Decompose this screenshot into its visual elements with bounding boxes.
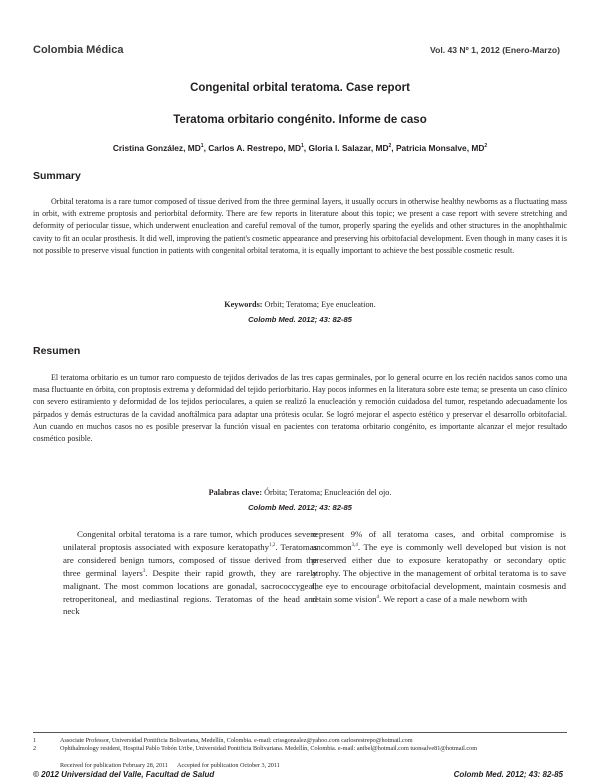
footnote-text: Ophthalmology resident, Hospital Pablo Tobón Uribe, Universidad Pontificia Bolivariana. Medellín, Colombia. e-mail: anibel@hotmail.com tuonsalve81@hotmail.com (60, 745, 478, 752)
keywords-line (0, 300, 600, 309)
summary-citation: Colomb Med. 2012; 43: 82-85 (248, 315, 352, 324)
palabras-clave-label: Palabras clave: (208, 488, 263, 497)
body-column-left (63, 528, 317, 618)
body-text: . We report a case of a male newborn with (379, 593, 528, 604)
publication-dates (60, 762, 280, 769)
author-affiliation: 2 (388, 143, 392, 150)
footer-citation: Colomb Med. 2012; 43: 82-85 (453, 770, 563, 779)
author-name: Carlos A. Restrepo, MD (208, 143, 301, 153)
author-list: Cristina González, $MD^1$, Carlos A. Restrepo, $MD^1$, Gloria I. Salazar, $MD^2$, Patricia Monsalve, $MD^2$ (112, 143, 488, 153)
body-text: . The eye is commonly well developed but vision is not preserved either due to exposure keratopathy or secondary optic atrophy. The objective in the management of orbital teratoma is to save the eye to encourage orbitofacial development, maintain cosmesis and retain some vision (312, 541, 566, 604)
footnote-number: 1 (33, 737, 37, 744)
footer-copyright: © 2012 Universidad del Valle, Facultad de Salud (33, 770, 215, 779)
body-text: . Teratomas are considered benign tumors, composed of tissue derived from the three germinal layers (63, 541, 318, 578)
footnote-number: 2 (33, 745, 37, 752)
title-spanish: Teratoma orbitario congénito. Informe de caso (173, 114, 427, 126)
resumen-heading: Resumen (33, 345, 81, 357)
keywords-value: Orbit; Teratoma; Eye enucleation. (264, 300, 376, 309)
resumen-citation: Colomb Med. 2012; 43: 82-85 (248, 503, 352, 512)
reference-mark: 3 (142, 568, 146, 574)
footnote-text: Associate Professor, Universidad Pontificia Bolivariana, Medellín, Colombia. e-mail: crissgonzalez@yahoo.com carlosrestrepo@hotmail.com (60, 737, 413, 744)
received-date: Received for publication February 28, 2011 (60, 762, 169, 769)
body-column-right (312, 528, 566, 605)
author-affiliation: 1 (301, 143, 304, 150)
journal-name: Colombia Médica (33, 44, 124, 56)
reference-mark: 1,2 (269, 542, 276, 548)
body-text: represent 9% of all teratoma cases, and orbital compromise is uncommon (312, 529, 566, 552)
keywords-label: Keywords: (224, 300, 263, 309)
body-text: Congenital orbital teratoma is a rare tumor, which produces severe unilateral proptosis associated with exposure keratopathy (63, 529, 317, 552)
author-affiliation: 1 (200, 143, 204, 150)
accepted-date: Accepted for publication October 3, 2011 (176, 762, 280, 769)
summary-heading: Summary (33, 170, 81, 182)
body-text: . Despite their rapid growth, they are rarely malignant. The most common locations are gonadal, sacrococcygeal, retroperitoneal, and mediastinal regions. Teratomas of the head and neck (63, 567, 317, 617)
journal-volume: Vol. 43 Nº 1, 2012 (Enero-Marzo) (429, 45, 560, 55)
author-name: Cristina González, MD (112, 143, 201, 153)
author-affiliation: 2 (484, 143, 488, 150)
resumen-text: El teratoma orbitario es un tumor raro compuesto de tejidos derivados de las tres capas germinales, por lo general ocurre en los recién nacidos sanos como una masa fluctuante en órbita, con proptosis extrema y deformidad del tejido periorbitario. Hay pocos informes en la literatura sobre este tema; se presenta un caso clínico con severo estiramiento y deformidad de los tejidos perioculares, a quien se realizó la enucleación y remoción cuidadosa del tumor, respetando adecuadamente los párpados y demás estructuras de la cavidad anoftálmica para adaptar una prótesis ocular. Se logró mejorar el aspecto estético y preservar el desarrollo orbitofacial. Aun cuando en muchos casos no es posible preservar la función visual en pacientes con teratoma orbitario congénito, es importante alcanzar el mejor resultado cosmético posible. (33, 373, 567, 444)
palabras-clave-line (0, 488, 600, 497)
author-name: Gloria I. Salazar, MD (308, 143, 389, 153)
author-name: Patricia Monsalve, MD (395, 143, 485, 153)
title-english: Congenital orbital teratoma. Case report (190, 82, 410, 94)
summary-text: Orbital teratoma is a rare tumor composed of tissue derived from the three germinal layers, it usually occurs in otherwise healthy newborns as a fluctuating mass in orbit, with extreme proptosis and periorbital deformity. There are few reports in literature about this topic; we present a case report with severe stretching and deformity of periocular tissue, which underwent enucleation and careful removal of the tumor, properly sparing the eyelids and other structures in the anophthalmic cavity to fit an ocular prosthesis. It did well, improving the patient's cosmetic appearance and preserving his orbitofacial development. Even though in many cases it is not possible to preserve visual function in patients with congenital orbital teratoma, it is equally important to achieve the best possible cosmetic result. (33, 197, 567, 255)
palabras-clave-value: Órbita; Teratoma; Enucleación del ojo. (264, 488, 392, 497)
reference-mark: 4 (376, 594, 379, 600)
footnote-divider (33, 732, 567, 733)
reference-mark: 3,4 (351, 542, 358, 548)
